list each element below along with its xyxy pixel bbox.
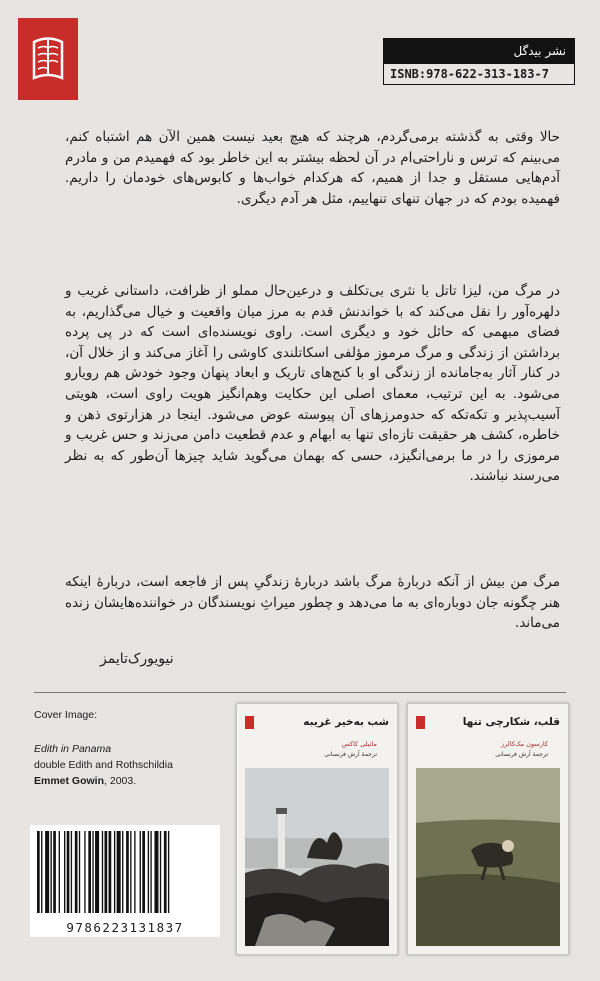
- publisher-info-box: [383, 38, 575, 85]
- cover-credit-title: Edith in Panama: [34, 743, 112, 755]
- book-cover-1: [236, 703, 398, 955]
- book-author: کارسون مک‌کالرز: [501, 740, 548, 748]
- barcode-number: 9786223131837: [66, 920, 184, 935]
- cover-credit-artist: Emmet Gowin: [34, 775, 105, 787]
- review-quote: مرگ من بیش از آنکه دربارهٔ مرگ باشد دربارهٔ زندگیِ پس از فاجعه است، دربارهٔ اینکه هنر چگونه جان دوباره‌ای به ما می‌دهد و چطور میراثِ نویسندگان در خواننده‌هایشان زنده می‌ماند.: [65, 574, 560, 632]
- book-author: مائیلی کاکس: [341, 740, 377, 748]
- cover-credit-line2: double Edith and Rothschildia: [34, 759, 173, 771]
- book-translator: ترجمهٔ آرش فرنسانی: [324, 751, 377, 758]
- publisher-name: نشر بیدگل: [384, 39, 574, 64]
- book-title: قلب، شکارچی تنها: [462, 716, 560, 728]
- cover-credit: [34, 707, 214, 789]
- divider: [34, 692, 566, 693]
- quote-source: نیویورک‌تایمز: [100, 651, 174, 667]
- book-title: شب به‌خیر غریبه: [303, 716, 389, 728]
- barcode: [30, 825, 220, 937]
- book-logo-icon: [416, 716, 425, 729]
- barcode-bars: [37, 831, 213, 913]
- book-translator: ترجمهٔ آرش فرنسانی: [495, 751, 548, 758]
- body-paragraph-2: در مرگ من، لیزا تاتل با نثری بی‌تکلف و درعین‌حال مملو از ظرافت، داستانی غریب و دلهره‌آور را نقل می‌کند که با خواندنش قدم به مرز میان واقعیت و خیال می‌گذاریم، به فضای مبهمی که حائل خود و دیگری است. راوی نویسنده‌ای است که در پی پرده برداشتن از زندگی و مرگ مرموز مؤلفی اسکاتلندی کاوشی را آغاز می‌کند و از خلال آن، در کنار آثار به‌جامانده از زندگی او با کنج‌های تاریک و ابعاد پنهان وجود خودش هم رویارو می‌شود. به این ترتیب، معمای اصلی این حکایت وهم‌انگیز هویت راوی است، هویتی آسیب‌پذیر و تکه‌تکه که حدومرزهای آن پیوسته عوض می‌شود. اینجا در هزارتوی ذهن و خاطره، کشف هر حقیقت تازه‌ای تنها به ابهام و عدم قطعیت دامن می‌زند و حس غریب و مرموزی را در ما برمی‌انگیزد، حسی که بهمان می‌گوید شاید چیزها آن‌طور که به نظر می‌رسند نباشند.: [65, 283, 560, 485]
- publisher-logo-icon: [18, 18, 78, 100]
- book-logo-icon: [245, 716, 254, 729]
- cover-credit-label: Cover Image:: [34, 709, 98, 721]
- cover-credit-year: , 2003.: [104, 775, 137, 787]
- body-paragraph-1: حالا وقتی به گذشته برمی‌گردم، هرچند که هیچ بعید نیست همین الآن هم اشتباه کنم، می‌بینم که ترس و ناراحتی‌ام در آن لحظه بیشتر به این خاطر بود که فهمیدم من و مادرم آدم‌هایی مستقل و جدا از همیم، که هرکدام خواب‌ها و کابوس‌های خودمان را داریم. فهمیده بودم که در جهان تنهای تنهاییم، مثل هر آدم دیگری.: [65, 129, 560, 207]
- book-cover-image-lighthouse: [245, 768, 389, 946]
- isbn-text: ISNB:978-622-313-183-7: [390, 67, 549, 81]
- book-cover-image-field: [416, 768, 560, 946]
- book-cover-2: [407, 703, 569, 955]
